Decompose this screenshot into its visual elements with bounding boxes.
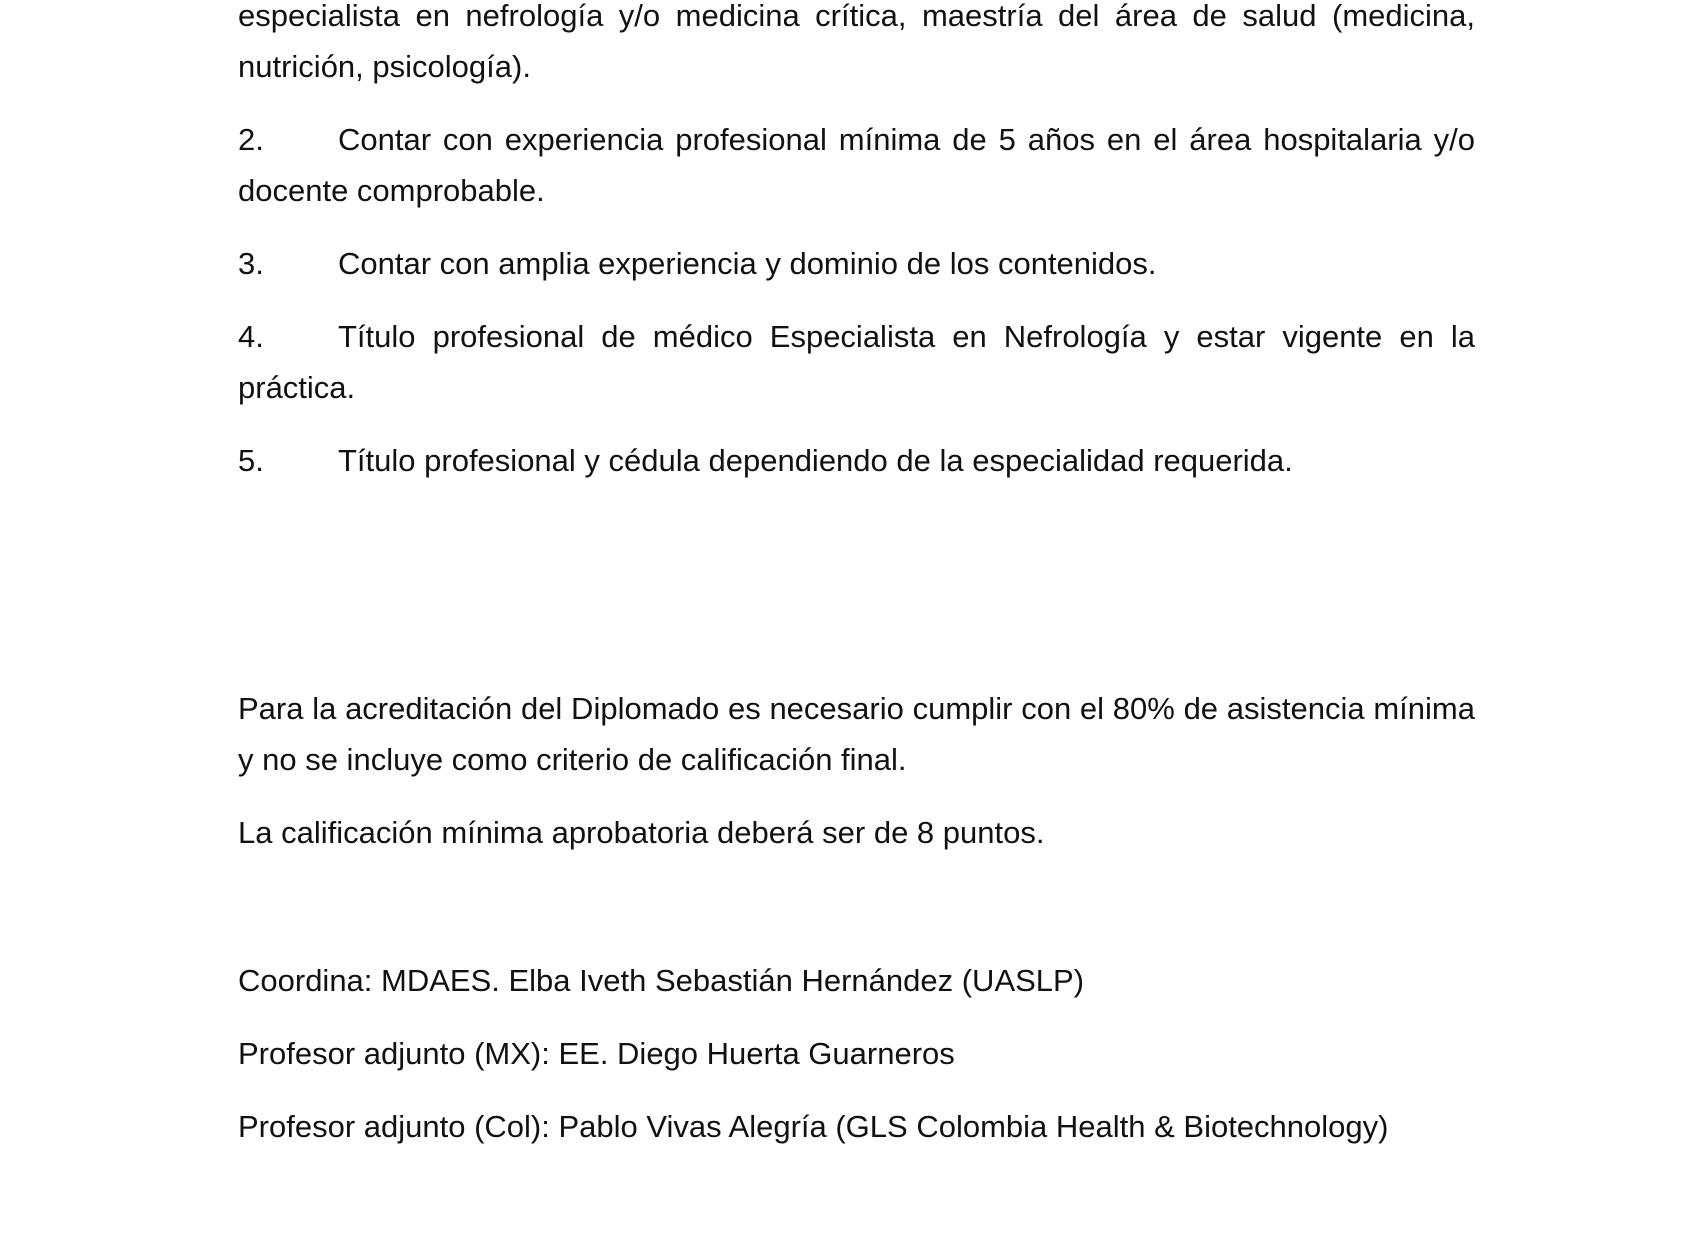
accreditation-paragraph: Para la acreditación del Diplomado es necesario cumplir con el 80% de asistencia mínima y no se incluye como criterio de calificación final.	[238, 691, 1475, 777]
list-number: 3.	[238, 246, 264, 281]
requirement-text: Título profesional y cédula dependiendo de la especialidad requerida.	[338, 443, 1293, 478]
requirement-item	[238, 435, 1475, 486]
list-number: 5.	[238, 443, 264, 478]
requirement-text: Título profesional de médico Especialista en Nefrología y estar vigente en la práctica.	[238, 319, 1475, 405]
list-number: 2.	[238, 122, 264, 157]
list-number: 4.	[238, 319, 264, 354]
coordinator-line: Coordina: MDAES. Elba Iveth Sebastián Hernández (UASLP)	[238, 963, 1085, 998]
section-spacer	[238, 508, 1475, 683]
requirement-text: Contar con experiencia profesional mínima de 5 años en el área hospitalaria y/o docente comprobable.	[238, 122, 1475, 208]
minimum-grade-paragraph: La calificación mínima aprobatoria deberá ser de 8 puntos.	[238, 815, 1045, 850]
adjunct-professor-mx-line: Profesor adjunto (MX): EE. Diego Huerta Guarneros	[238, 1036, 955, 1071]
document-content	[238, 0, 1475, 1174]
requirement-text: Contar con amplia experiencia y dominio de los contenidos.	[338, 246, 1157, 281]
requirement-item	[238, 114, 1475, 216]
requirement-1-continuation: especialista en nefrología y/o medicina crítica, maestría del área de salud (medicina, nutrición, psicología).	[238, 0, 1475, 84]
requirements-list	[238, 114, 1475, 486]
adjunct-professor-col-line: Profesor adjunto (Col): Pablo Vivas Alegría (GLS Colombia Health & Biotechnology)	[238, 1109, 1389, 1144]
section-spacer	[238, 880, 1475, 955]
requirement-item	[238, 238, 1475, 289]
requirement-item	[238, 311, 1475, 413]
